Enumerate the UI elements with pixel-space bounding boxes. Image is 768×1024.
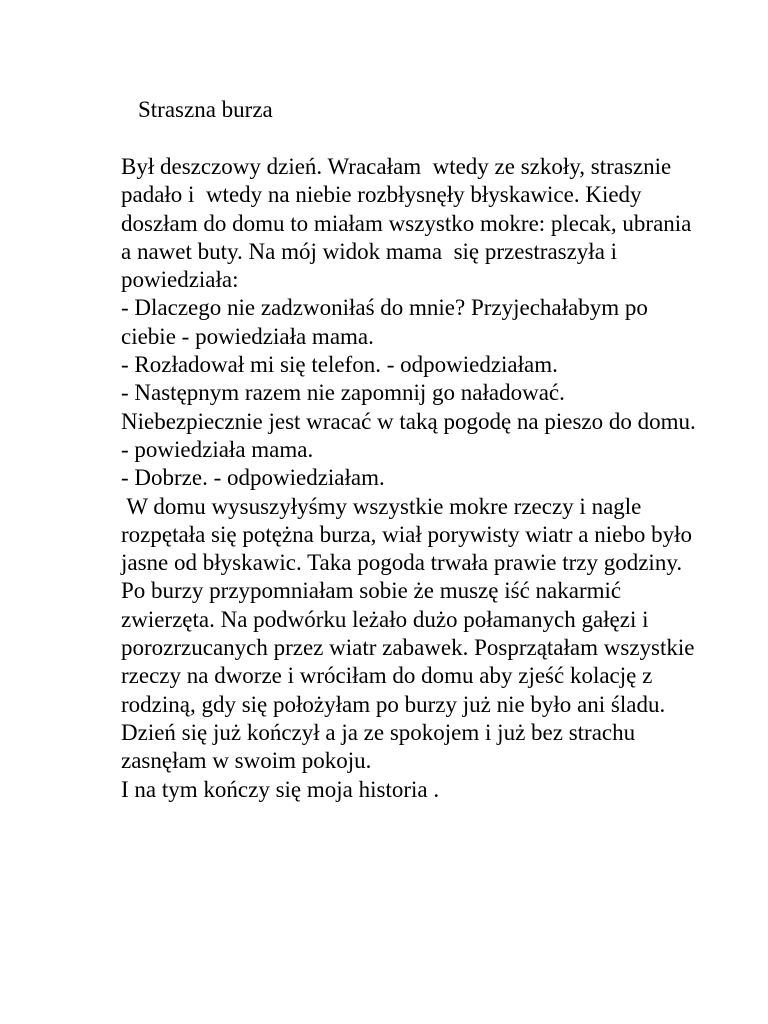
text-line: powiedziała: <box>121 267 239 293</box>
text-line: a nawet buty. Na mój widok mama się przestraszyła i <box>121 238 618 264</box>
text-line: - Dobrze. - odpowiedziałam. <box>121 465 385 491</box>
document-title: Straszna burza <box>138 97 273 122</box>
document-body <box>121 153 768 804</box>
text-line: - Następnym razem nie zapomnij go naładować. <box>121 380 565 406</box>
text-line: rozpętała się potężna burza, wiał porywisty wiatr a niebo było <box>121 521 692 547</box>
text-line: rodziną, gdy się położyłam po burzy już nie było ani śladu. <box>121 691 666 717</box>
text-line: jasne od błyskawic. Taka pogoda trwała prawie trzy godziny. <box>121 550 683 576</box>
text-line: zwierzęta. Na podwórku leżało dużo połamanych gałęzi i <box>121 606 649 632</box>
text-line: - Dlaczego nie zadzwoniłaś do mnie? Przyjechałabym po <box>121 295 648 321</box>
text-line: W domu wysuszyłyśmy wszystkie mokre rzeczy i nagle <box>121 493 642 519</box>
text-line: ciebie - powiedziała mama. <box>121 323 374 349</box>
text-line: doszłam do domu to miałam wszystko mokre: plecak, ubrania <box>121 210 692 236</box>
text-line: Był deszczowy dzień. Wracałam wtedy ze szkoły, strasznie <box>121 154 672 179</box>
text-line: porozrzucanych przez wiatr zabawek. Posprzątałam wszystkie <box>121 635 695 661</box>
text-line: rzeczy na dworze i wróciłam do domu aby zjeść kolację z <box>121 663 653 689</box>
text-line: I na tym kończy się moja historia . <box>121 776 440 802</box>
text-line: zasnęłam w swoim pokoju. <box>121 748 372 774</box>
text-line: - powiedziała mama. <box>121 436 314 462</box>
text-line: - Rozładował mi się telefon. - odpowiedziałam. <box>121 352 558 378</box>
text-line: padało i wtedy na niebie rozbłysnęły błyskawice. Kiedy <box>121 182 642 208</box>
text-line: Niebezpiecznie jest wracać w taką pogodę na pieszo do domu. <box>121 408 696 434</box>
text-line: Dzień się już kończył a ja ze spokojem i już bez strachu <box>121 719 636 745</box>
text-line: Po burzy przypomniałam sobie że muszę iść nakarmić <box>121 578 622 604</box>
